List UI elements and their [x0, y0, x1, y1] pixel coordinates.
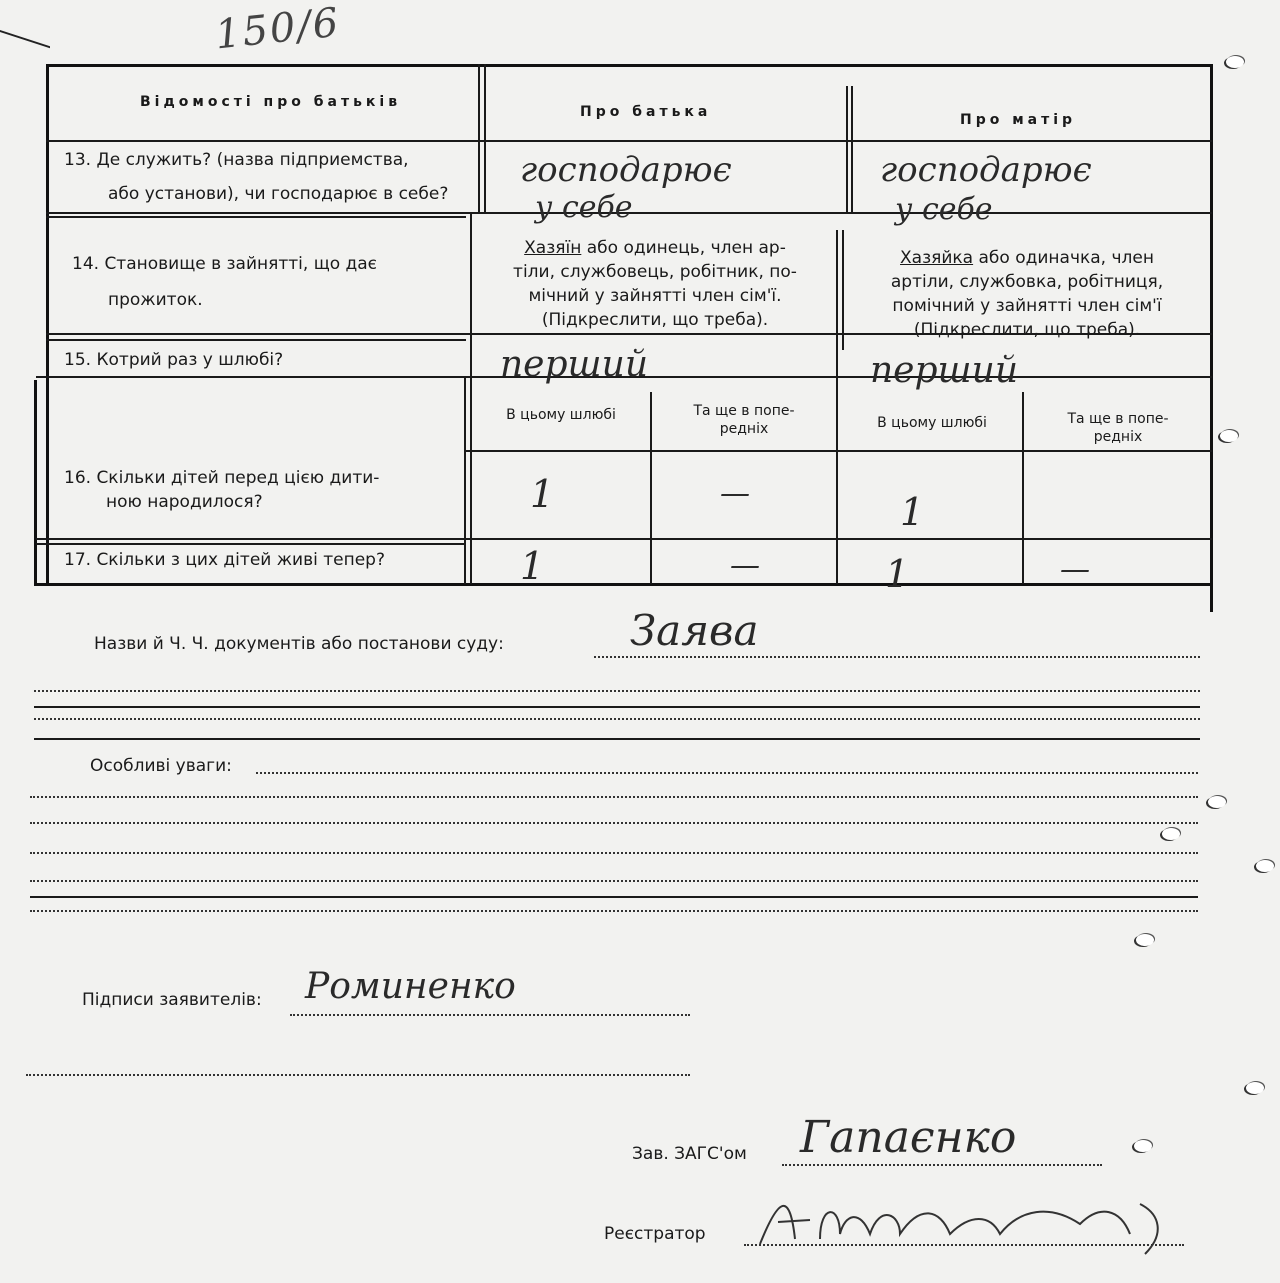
father-workplace-line2: у себе: [535, 190, 633, 225]
documents-dotted-line-2: [34, 690, 1200, 692]
remarks-dotted-line-5: [30, 880, 1198, 882]
remarks-dotted-line-6: [30, 910, 1198, 912]
father-children-this: 1: [530, 472, 555, 516]
header-parents-info: Відомості про батьків: [140, 94, 402, 110]
mother-marriage-count: перший: [870, 350, 1019, 391]
mother-sub-previous-l2: редніх: [1093, 429, 1143, 445]
father-option-line: Хазяїн або одинець, член ар-: [524, 238, 786, 258]
q15-question: 15. Котрий раз у шлюбі?: [64, 350, 284, 370]
page-corner-fold: [0, 0, 50, 48]
registrar-signature: [750, 1184, 1180, 1264]
remarks-dotted-line-3: [30, 822, 1198, 824]
father-children-alive-this: 1: [520, 544, 545, 588]
father-option-line: тіли, службовець, робітник, по-: [513, 262, 797, 282]
mother-sub-previous: [1030, 410, 1206, 446]
punch-hole: [1208, 796, 1226, 808]
father-workplace-line1: господарює: [520, 150, 732, 190]
head-registry-signature: Гапаєнко: [800, 1112, 1017, 1163]
remarks-label: Особливі уваги:: [90, 756, 232, 776]
remarks-dotted-line-2: [30, 796, 1198, 798]
registrar-label: Реєстратор: [604, 1224, 706, 1244]
mother-children-alive-prev: —: [1060, 552, 1090, 587]
mother-sub-this-marriage: В цьому шлюбі: [877, 415, 987, 431]
punch-hole: [1162, 828, 1180, 840]
q13-line2: або установи), чи господарює в себе?: [108, 184, 449, 204]
father-option-line: мічний у зайнятті член сім'ї.: [528, 286, 782, 306]
mother-option-line: помічний у зайнятті член сім'ї: [892, 296, 1162, 316]
mother-option-line: (Підкреслити, що треба).: [913, 320, 1141, 340]
father-sub-previous-l1: Та ще в попе-: [693, 403, 795, 419]
punch-hole: [1246, 1082, 1264, 1094]
documents-value: Заява: [630, 606, 759, 655]
header-about-father: Про батька: [580, 104, 712, 120]
mother-workplace-line1: господарює: [880, 150, 1092, 190]
mother-option-line: артіли, службовка, робітниця,: [890, 272, 1164, 292]
remarks-dotted-line: [256, 772, 1198, 774]
mother-occupation-options: [852, 246, 1202, 342]
father-sub-previous: [656, 402, 832, 438]
father-sub-this-marriage: В цьому шлюбі: [506, 407, 616, 423]
page-number: 150/6: [212, 0, 343, 59]
applicants-signature-label: Підписи заявителів:: [82, 990, 262, 1010]
punch-hole: [1220, 430, 1238, 442]
applicants-signature: Роминенко: [305, 966, 516, 1007]
documents-label: Назви й Ч. Ч. документів або постанови суду:: [94, 634, 504, 654]
head-registry-line: [782, 1164, 1102, 1166]
father-sub-previous-l2: редніх: [719, 421, 769, 437]
punch-hole: [1256, 860, 1274, 872]
mother-children-alive-this: 1: [885, 552, 910, 596]
applicants-signature-line: [290, 1014, 690, 1016]
punch-hole: [1226, 56, 1244, 68]
documents-dotted-line-3: [34, 718, 1200, 720]
father-marriage-count: перший: [500, 344, 649, 385]
header-about-mother: Про матір: [960, 112, 1077, 128]
documents-separator: [34, 706, 1200, 708]
remarks-dotted-line-4: [30, 852, 1198, 854]
q17-question: 17. Скільки з цих дітей живі тепер?: [64, 550, 385, 570]
q13-line1: 13. Де служить? (назва підприемства,: [64, 150, 409, 170]
documents-dotted-line: [594, 656, 1200, 658]
remarks-separator: [30, 896, 1198, 898]
mother-selected-option: Хазяйка: [900, 248, 974, 268]
applicants-signature-line-2: [26, 1074, 690, 1076]
father-children-alive-prev: —: [730, 548, 760, 583]
q16-line1: 16. Скільки дітей перед цією дити-: [64, 468, 380, 488]
q14-line2: прожиток.: [108, 290, 203, 310]
mother-workplace-line2: у себе: [895, 192, 993, 227]
q14-line1: 14. Становище в зайнятті, що дає: [72, 254, 378, 274]
father-occupation-options: [484, 236, 826, 332]
mother-option-line: Хазяйка або одиначка, член: [900, 248, 1154, 268]
father-option-line: (Підкреслити, що треба).: [541, 310, 769, 330]
documents-separator-2: [34, 738, 1200, 740]
father-selected-option: Хазяїн: [524, 238, 582, 258]
mother-children-this: 1: [900, 490, 925, 534]
punch-hole: [1134, 1140, 1152, 1152]
head-registry-label: Зав. ЗАГС'ом: [632, 1144, 747, 1164]
punch-hole: [1136, 934, 1154, 946]
q16-line2: ною народилося?: [106, 492, 263, 512]
father-children-prev: —: [720, 476, 750, 511]
mother-sub-previous-l1: Та ще в попе-: [1067, 411, 1169, 427]
